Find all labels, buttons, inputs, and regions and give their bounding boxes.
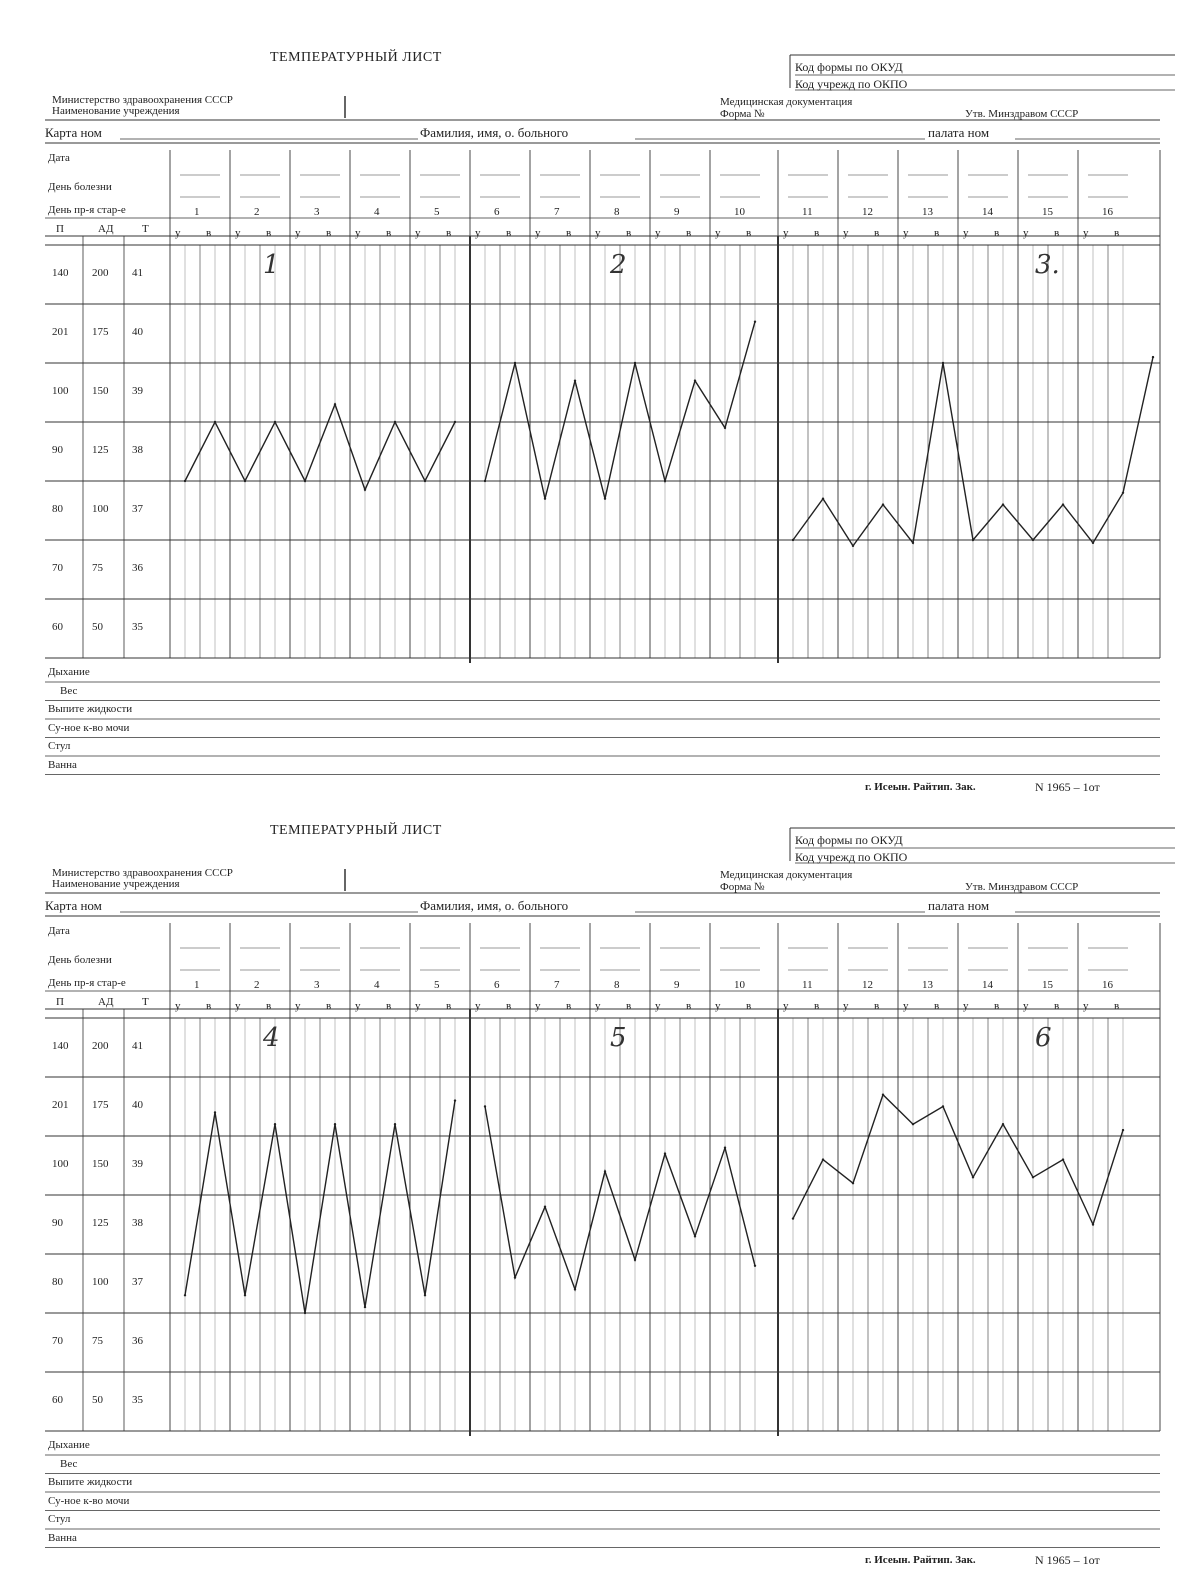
col-ad-header: АД	[98, 223, 114, 235]
temperature-point	[214, 421, 216, 423]
bottom-row-label: Вес	[60, 684, 78, 697]
day-number-13: 13	[922, 979, 933, 991]
morning-label: у	[783, 227, 789, 239]
temperature-point	[912, 1123, 914, 1125]
disease-day-label: День болезни	[48, 954, 112, 966]
temperature-point	[604, 1170, 606, 1172]
bottom-row-label: Ванна	[48, 758, 77, 771]
morning-label: у	[655, 227, 661, 239]
pulse-scale-6: 60	[52, 620, 63, 633]
temperature-point	[184, 1294, 186, 1296]
bp-scale-1: 175	[92, 325, 109, 338]
day-number-13: 13	[922, 206, 933, 218]
temperature-point	[304, 480, 306, 482]
temp-scale-0: 41	[132, 1039, 143, 1052]
temperature-point	[334, 1123, 336, 1125]
temperature-sheet-2	[0, 773, 1193, 1567]
temp-scale-4: 37	[132, 1275, 143, 1288]
temp-scale-5: 36	[132, 561, 143, 574]
temperature-point	[1152, 356, 1154, 358]
evening-label: в	[686, 227, 692, 239]
card-no-label: Карта ном	[45, 125, 102, 140]
morning-label: у	[843, 1000, 849, 1012]
bottom-row-label: Вес	[60, 1457, 78, 1470]
bp-scale-2: 150	[92, 384, 109, 397]
temperature-point	[364, 489, 366, 491]
stay-day-label: День пр-я стар-е	[48, 204, 126, 216]
patient-name-label: Фамилия, имя, о. больного	[420, 898, 569, 913]
evening-label: в	[566, 227, 572, 239]
evening-label: в	[566, 1000, 572, 1012]
temperature-point	[972, 1176, 974, 1178]
morning-label: у	[963, 227, 969, 239]
pulse-scale-1: 201	[52, 325, 69, 338]
form-title: ТЕМПЕРАТУРНЫЙ ЛИСТ	[270, 50, 442, 65]
evening-label: в	[626, 1000, 632, 1012]
day-number-6: 6	[494, 206, 500, 218]
temperature-point	[364, 1306, 366, 1308]
bp-scale-6: 50	[92, 1393, 103, 1406]
pulse-scale-5: 70	[52, 561, 63, 574]
evening-label: в	[326, 227, 332, 239]
bp-scale-2: 150	[92, 1157, 109, 1170]
day-number-9: 9	[674, 206, 680, 218]
handwritten-mark-3: 6	[1035, 1023, 1052, 1053]
evening-label: в	[874, 227, 880, 239]
morning-label: у	[903, 1000, 909, 1012]
col-p-header: П	[56, 996, 64, 1008]
pulse-scale-6: 60	[52, 1393, 63, 1406]
day-number-7: 7	[554, 979, 560, 991]
temperature-point	[454, 1099, 456, 1101]
temperature-point	[912, 542, 914, 544]
temperature-point	[792, 1217, 794, 1219]
temperature-point	[822, 1158, 824, 1160]
temperature-point	[184, 480, 186, 482]
morning-label: у	[963, 1000, 969, 1012]
day-number-14: 14	[982, 206, 993, 218]
day-number-3: 3	[314, 979, 320, 991]
evening-label: в	[446, 227, 452, 239]
pulse-scale-3: 90	[52, 1216, 63, 1229]
bp-scale-3: 125	[92, 443, 109, 456]
evening-label: в	[746, 1000, 752, 1012]
day-number-3: 3	[314, 206, 320, 218]
evening-label: в	[506, 1000, 512, 1012]
day-number-15: 15	[1042, 979, 1053, 991]
morning-label: у	[1023, 1000, 1029, 1012]
temperature-point	[664, 480, 666, 482]
temperature-point	[244, 1294, 246, 1296]
morning-label: у	[655, 1000, 661, 1012]
temperature-sheet-1	[0, 0, 1193, 794]
morning-label: у	[535, 227, 541, 239]
day-number-10: 10	[734, 979, 745, 991]
date-label: Дата	[48, 152, 70, 164]
morning-label: у	[1083, 1000, 1089, 1012]
evening-label: в	[206, 1000, 212, 1012]
temperature-point	[394, 1123, 396, 1125]
temperature-point	[724, 1147, 726, 1149]
day-number-15: 15	[1042, 206, 1053, 218]
pulse-scale-5: 70	[52, 1334, 63, 1347]
evening-label: в	[326, 1000, 332, 1012]
morning-label: у	[475, 1000, 481, 1012]
pulse-scale-0: 140	[52, 1039, 69, 1052]
order-number: N 1965 – 1от	[1035, 1553, 1100, 1567]
bp-scale-5: 75	[92, 561, 103, 574]
temp-scale-1: 40	[132, 1098, 143, 1111]
temperature-point	[544, 498, 546, 500]
temperature-point	[882, 503, 884, 505]
temp-scale-6: 35	[132, 1393, 143, 1406]
temperature-point	[1092, 542, 1094, 544]
temperature-point	[754, 321, 756, 323]
morning-label: у	[843, 227, 849, 239]
temperature-point	[1002, 503, 1004, 505]
col-p-header: П	[56, 223, 64, 235]
bottom-row-label: Ванна	[48, 1531, 77, 1544]
bottom-row-label: Дыхание	[48, 666, 90, 678]
day-number-9: 9	[674, 979, 680, 991]
evening-label: в	[266, 1000, 272, 1012]
approved-label: Утв. Минздравом СССР	[965, 881, 1079, 893]
print-info: г. Исеын. Райтип. Зак.	[865, 781, 976, 793]
day-number-8: 8	[614, 979, 620, 991]
morning-label: у	[783, 1000, 789, 1012]
evening-label: в	[506, 227, 512, 239]
evening-label: в	[1054, 227, 1060, 239]
morning-label: у	[715, 1000, 721, 1012]
temperature-point	[424, 1294, 426, 1296]
pulse-scale-0: 140	[52, 266, 69, 279]
handwritten-mark-2: 5	[610, 1023, 627, 1053]
okud-code: Код формы по ОКУД	[795, 60, 903, 74]
approved-label: Утв. Минздравом СССР	[965, 108, 1079, 120]
temperature-point	[852, 1182, 854, 1184]
form-no-label: Форма №	[720, 881, 765, 893]
temp-scale-4: 37	[132, 502, 143, 515]
day-number-5: 5	[434, 979, 440, 991]
evening-label: в	[1114, 227, 1120, 239]
bp-scale-4: 100	[92, 502, 109, 515]
evening-label: в	[874, 1000, 880, 1012]
day-number-6: 6	[494, 979, 500, 991]
temperature-point	[882, 1094, 884, 1096]
temperature-point	[1122, 492, 1124, 494]
bottom-row-label: Выпите жидкости	[48, 1476, 133, 1488]
temperature-point	[484, 480, 486, 482]
handwritten-mark-1: 1	[263, 250, 280, 280]
evening-label: в	[1114, 1000, 1120, 1012]
morning-label: у	[295, 1000, 301, 1012]
ministry-label: Министерство здравоохранения СССР	[52, 94, 233, 106]
bp-scale-6: 50	[92, 620, 103, 633]
bp-scale-0: 200	[92, 266, 109, 279]
evening-label: в	[934, 227, 940, 239]
evening-label: в	[934, 1000, 940, 1012]
evening-label: в	[1054, 1000, 1060, 1012]
bp-scale-0: 200	[92, 1039, 109, 1052]
day-number-5: 5	[434, 206, 440, 218]
day-number-10: 10	[734, 206, 745, 218]
morning-label: у	[595, 227, 601, 239]
day-number-11: 11	[802, 206, 813, 218]
okud-code: Код формы по ОКУД	[795, 833, 903, 847]
bp-scale-4: 100	[92, 1275, 109, 1288]
form-title: ТЕМПЕРАТУРНЫЙ ЛИСТ	[270, 823, 442, 838]
temp-scale-6: 35	[132, 620, 143, 633]
morning-label: у	[235, 1000, 241, 1012]
pulse-scale-4: 80	[52, 502, 63, 515]
day-number-7: 7	[554, 206, 560, 218]
temperature-point	[604, 498, 606, 500]
okpo-code: Код учрежд по ОКПО	[795, 850, 908, 864]
bp-scale-5: 75	[92, 1334, 103, 1347]
temperature-point	[274, 421, 276, 423]
temperature-point	[694, 380, 696, 382]
morning-label: у	[355, 1000, 361, 1012]
ward-no-label: палата ном	[928, 898, 990, 913]
bottom-row-label: Су-ное к-во мочи	[48, 1494, 130, 1507]
med-doc-label: Медицинская документация	[720, 96, 853, 108]
day-number-2: 2	[254, 979, 260, 991]
morning-label: у	[595, 1000, 601, 1012]
evening-label: в	[446, 1000, 452, 1012]
day-number-12: 12	[862, 206, 873, 218]
temperature-point	[1062, 503, 1064, 505]
institution-label: Наименование учреждения	[52, 105, 180, 117]
temp-scale-2: 39	[132, 1157, 143, 1170]
temp-scale-2: 39	[132, 384, 143, 397]
pulse-scale-1: 201	[52, 1098, 69, 1111]
morning-label: у	[415, 227, 421, 239]
bp-scale-1: 175	[92, 1098, 109, 1111]
temperature-point	[664, 1153, 666, 1155]
day-number-14: 14	[982, 979, 993, 991]
bottom-row-label: Дыхание	[48, 1439, 90, 1451]
col-ad-header: АД	[98, 996, 114, 1008]
temperature-point	[214, 1111, 216, 1113]
morning-label: у	[475, 227, 481, 239]
col-t-header: Т	[142, 996, 149, 1008]
temperature-point	[424, 480, 426, 482]
handwritten-mark-1: 4	[263, 1023, 280, 1053]
institution-label: Наименование учреждения	[52, 878, 180, 890]
bottom-row-label: Су-ное к-во мочи	[48, 721, 130, 734]
temperature-point	[942, 1105, 944, 1107]
morning-label: у	[175, 1000, 181, 1012]
morning-label: у	[355, 227, 361, 239]
pulse-scale-2: 100	[52, 1157, 69, 1170]
bottom-row-label: Стул	[48, 1513, 71, 1525]
handwritten-mark-3: 3.	[1035, 250, 1060, 280]
temperature-point	[544, 1206, 546, 1208]
day-number-4: 4	[374, 206, 380, 218]
temperature-point	[574, 1288, 576, 1290]
temperature-point	[274, 1123, 276, 1125]
temperature-point	[1032, 1176, 1034, 1178]
form-no-label: Форма №	[720, 108, 765, 120]
morning-label: у	[1083, 227, 1089, 239]
evening-label: в	[386, 1000, 392, 1012]
morning-label: у	[903, 227, 909, 239]
temperature-point	[304, 1312, 306, 1314]
temperature-point	[754, 1265, 756, 1267]
evening-label: в	[686, 1000, 692, 1012]
bottom-row-label: Выпите жидкости	[48, 703, 133, 715]
card-no-label: Карта ном	[45, 898, 102, 913]
temperature-point	[484, 1105, 486, 1107]
bottom-row-label: Стул	[48, 740, 71, 752]
pulse-scale-3: 90	[52, 443, 63, 456]
morning-label: у	[235, 227, 241, 239]
evening-label: в	[626, 227, 632, 239]
temp-scale-3: 38	[132, 443, 143, 456]
temperature-point	[634, 362, 636, 364]
evening-label: в	[266, 227, 272, 239]
temperature-point	[574, 380, 576, 382]
pulse-scale-4: 80	[52, 1275, 63, 1288]
okpo-code: Код учрежд по ОКПО	[795, 77, 908, 91]
ward-no-label: палата ном	[928, 125, 990, 140]
temperature-point	[972, 539, 974, 541]
temperature-point	[1002, 1123, 1004, 1125]
evening-label: в	[746, 227, 752, 239]
temp-scale-1: 40	[132, 325, 143, 338]
morning-label: у	[175, 227, 181, 239]
evening-label: в	[814, 1000, 820, 1012]
temperature-point	[724, 427, 726, 429]
col-t-header: Т	[142, 223, 149, 235]
evening-label: в	[386, 227, 392, 239]
handwritten-mark-2: 2	[610, 250, 627, 280]
date-label: Дата	[48, 925, 70, 937]
temperature-point	[792, 539, 794, 541]
day-number-11: 11	[802, 979, 813, 991]
disease-day-label: День болезни	[48, 181, 112, 193]
evening-label: в	[994, 227, 1000, 239]
temperature-point	[852, 545, 854, 547]
morning-label: у	[1023, 227, 1029, 239]
patient-name-label: Фамилия, имя, о. больного	[420, 125, 569, 140]
morning-label: у	[535, 1000, 541, 1012]
day-number-16: 16	[1102, 979, 1113, 991]
temp-scale-3: 38	[132, 1216, 143, 1229]
stay-day-label: День пр-я стар-е	[48, 977, 126, 989]
order-number: N 1965 – 1от	[1035, 780, 1100, 794]
evening-label: в	[814, 227, 820, 239]
day-number-16: 16	[1102, 206, 1113, 218]
day-number-1: 1	[194, 206, 200, 218]
temperature-point	[942, 362, 944, 364]
temperature-point	[454, 421, 456, 423]
temperature-point	[694, 1235, 696, 1237]
temperature-point	[244, 480, 246, 482]
temperature-point	[634, 1259, 636, 1261]
pulse-scale-2: 100	[52, 384, 69, 397]
bp-scale-3: 125	[92, 1216, 109, 1229]
temperature-point	[1092, 1223, 1094, 1225]
day-number-8: 8	[614, 206, 620, 218]
day-number-2: 2	[254, 206, 260, 218]
temp-scale-5: 36	[132, 1334, 143, 1347]
evening-label: в	[206, 227, 212, 239]
print-info: г. Исеын. Райтип. Зак.	[865, 1554, 976, 1566]
temp-scale-0: 41	[132, 266, 143, 279]
temperature-point	[394, 421, 396, 423]
temperature-point	[334, 403, 336, 405]
day-number-1: 1	[194, 979, 200, 991]
temperature-point	[514, 1276, 516, 1278]
med-doc-label: Медицинская документация	[720, 869, 853, 881]
temperature-point	[822, 498, 824, 500]
evening-label: в	[994, 1000, 1000, 1012]
ministry-label: Министерство здравоохранения СССР	[52, 867, 233, 879]
day-number-12: 12	[862, 979, 873, 991]
morning-label: у	[415, 1000, 421, 1012]
temperature-point	[1062, 1158, 1064, 1160]
day-number-4: 4	[374, 979, 380, 991]
temperature-point	[1032, 539, 1034, 541]
morning-label: у	[715, 227, 721, 239]
morning-label: у	[295, 227, 301, 239]
temperature-point	[514, 362, 516, 364]
temperature-point	[1122, 1129, 1124, 1131]
